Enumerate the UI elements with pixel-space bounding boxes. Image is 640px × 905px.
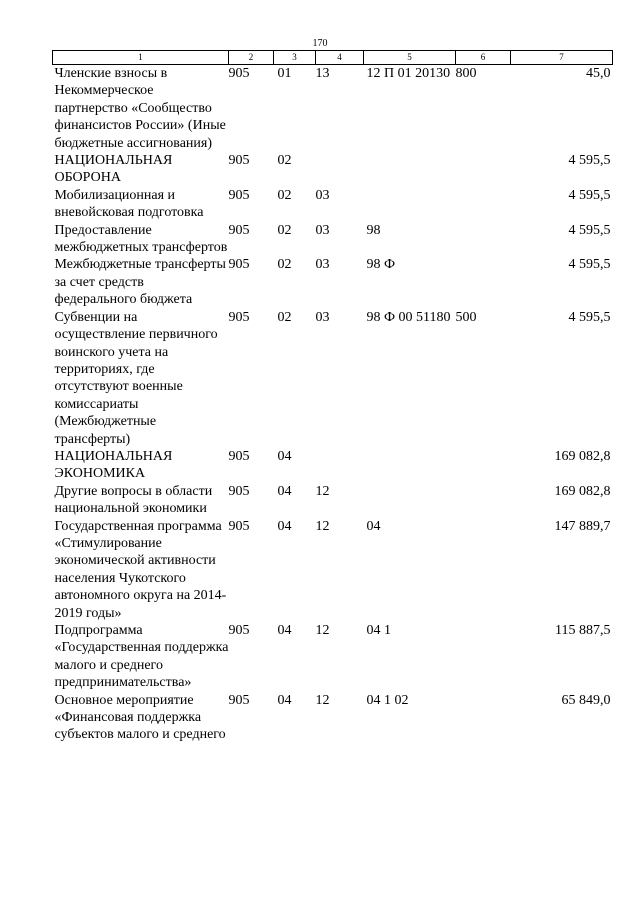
row-grbs: 905 <box>228 623 250 638</box>
table-row <box>53 222 613 257</box>
row-subsection <box>316 448 364 483</box>
row-target-article <box>364 152 456 187</box>
row-amount: 4 595,5 <box>568 187 611 203</box>
row-target-article: 98 <box>366 222 381 238</box>
table-row <box>53 152 613 187</box>
table-row <box>53 65 613 153</box>
row-name: Основное мероприятие «Финансовая поддержка субъектов малого и среднего <box>54 692 226 743</box>
table-row <box>53 692 613 744</box>
row-amount: 65 849,0 <box>561 692 611 708</box>
row-amount: 4 595,5 <box>568 153 611 169</box>
row-name: Государственная программа «Стимулирование экономической активности населения Чукотского автономного округа на 2014-2019 годы» <box>54 518 227 621</box>
row-expense-type: 800 <box>455 66 477 81</box>
row-target-article: 98 Ф <box>366 257 396 273</box>
row-subsection: 12 <box>315 623 330 638</box>
row-subsection: 13 <box>315 66 330 81</box>
table-row <box>53 309 613 448</box>
row-grbs: 905 <box>228 518 250 534</box>
row-expense-type: 500 <box>455 309 477 325</box>
row-name: Подпрограмма «Государственная поддержка малого и среднего предпринимательства» <box>54 623 229 691</box>
row-expense-type <box>456 256 511 308</box>
row-subsection: 03 <box>315 222 330 238</box>
column-header: 2 <box>229 51 274 65</box>
row-name: Мобилизационная и вневойсковая подготовка <box>54 187 204 221</box>
row-target-article: 98 Ф 00 51180 <box>366 309 451 325</box>
column-header: 6 <box>456 51 511 65</box>
row-name: НАЦИОНАЛЬНАЯ ЭКОНОМИКА <box>54 448 173 482</box>
row-target-article: 04 1 <box>366 623 391 638</box>
row-target-article <box>364 483 456 518</box>
row-section: 04 <box>277 518 292 534</box>
row-amount: 169 082,8 <box>554 483 611 499</box>
row-grbs: 905 <box>228 448 250 464</box>
row-expense-type <box>456 692 511 744</box>
row-amount: 4 595,5 <box>568 257 611 273</box>
row-subsection: 12 <box>315 483 330 499</box>
table-row <box>53 483 613 518</box>
row-expense-type <box>456 448 511 483</box>
row-grbs: 905 <box>228 483 250 499</box>
budget-table <box>52 50 613 744</box>
row-expense-type <box>456 222 511 257</box>
table-row <box>53 622 613 692</box>
row-section: 01 <box>277 66 292 81</box>
row-section: 04 <box>277 623 292 638</box>
column-header: 1 <box>53 51 229 65</box>
row-section: 02 <box>277 257 292 273</box>
row-section: 04 <box>277 448 292 464</box>
row-target-article <box>364 187 456 222</box>
row-name: Членские взносы в Некоммерческое партнерство «Сообщество финансистов России» (Иные бюджетные ассигнования) <box>54 66 226 151</box>
row-section: 02 <box>277 222 292 238</box>
row-subsection: 12 <box>315 692 330 708</box>
table-row <box>53 187 613 222</box>
table-row <box>53 518 613 622</box>
row-subsection <box>316 152 364 187</box>
row-name: Другие вопросы в области национальной экономики <box>54 483 213 517</box>
row-expense-type <box>456 483 511 518</box>
row-name: Субвенции на осуществление первичного воинского учета на территориях, где отсутствуют военные комиссариаты (Межбюджетные трансферты) <box>54 309 218 447</box>
row-subsection: 12 <box>315 518 330 534</box>
row-expense-type <box>456 622 511 692</box>
row-grbs: 905 <box>228 66 250 81</box>
row-section: 02 <box>277 187 292 203</box>
row-grbs: 905 <box>228 257 250 273</box>
row-target-article: 04 <box>366 518 381 534</box>
row-amount: 45,0 <box>586 66 611 81</box>
column-header: 5 <box>364 51 456 65</box>
row-name: Предоставление межбюджетных трансфертов <box>54 222 228 256</box>
row-grbs: 905 <box>228 692 250 708</box>
column-header: 7 <box>511 51 613 65</box>
row-grbs: 905 <box>228 187 250 203</box>
row-grbs: 905 <box>228 309 250 325</box>
row-target-article: 04 1 02 <box>366 692 409 708</box>
row-subsection: 03 <box>315 257 330 273</box>
row-target-article <box>364 448 456 483</box>
column-number-header-row <box>53 51 613 65</box>
row-expense-type <box>456 187 511 222</box>
row-amount: 147 889,7 <box>554 518 611 534</box>
row-target-article: 12 П 01 20130 <box>366 66 451 81</box>
row-amount: 4 595,5 <box>568 309 611 325</box>
row-subsection: 03 <box>315 309 330 325</box>
row-amount: 4 595,5 <box>568 222 611 238</box>
row-amount: 115 887,5 <box>555 623 611 638</box>
row-grbs: 905 <box>228 222 250 238</box>
row-subsection: 03 <box>315 187 330 203</box>
row-name: Межбюджетные трансферты за счет средств федерального бюджета <box>54 257 226 308</box>
row-expense-type <box>456 518 511 622</box>
row-grbs: 905 <box>228 153 250 169</box>
row-section: 02 <box>277 153 292 169</box>
page-number: 170 <box>312 38 328 49</box>
table-row <box>53 256 613 308</box>
row-section: 02 <box>277 309 292 325</box>
row-amount: 169 082,8 <box>554 448 611 464</box>
row-section: 04 <box>277 692 292 708</box>
table-row <box>53 448 613 483</box>
row-expense-type <box>456 152 511 187</box>
row-name: НАЦИОНАЛЬНАЯ ОБОРОНА <box>54 153 173 186</box>
row-section: 04 <box>277 483 292 499</box>
column-header: 3 <box>274 51 316 65</box>
column-header: 4 <box>316 51 364 65</box>
